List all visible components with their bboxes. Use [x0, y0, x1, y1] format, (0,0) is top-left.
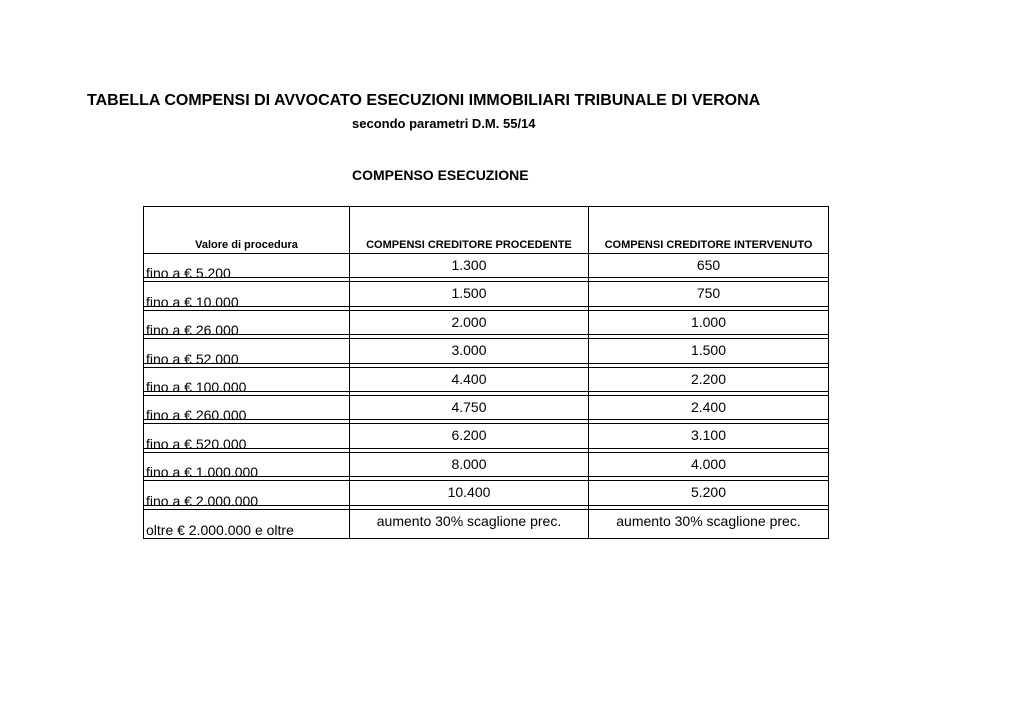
table-row: [144, 510, 828, 538]
document-subtitle: secondo parametri D.M. 55/14: [352, 116, 536, 131]
intervenuto-cell: 3.100: [690, 427, 727, 444]
document-title: TABELLA COMPENSI DI AVVOCATO ESECUZIONI IMMOBILIARI TRIBUNALE DI VERONA: [87, 92, 761, 109]
table-row: [144, 254, 828, 282]
header-cell-procedente: COMPENSI CREDITORE PROCEDENTE: [350, 207, 589, 253]
value-cell: fino a € 10.000: [144, 282, 350, 309]
intervenuto-cell: 4.000: [690, 455, 727, 472]
procedente-cell: 1.300: [350, 254, 589, 281]
procedente-cell: 1.500: [350, 282, 589, 309]
value-cell: oltre € 2.000.000 e oltre: [144, 510, 350, 538]
procedente-cell: 2.000: [350, 311, 589, 338]
intervenuto-cell: 1.500: [690, 342, 727, 359]
procedente-cell: 3.000: [350, 339, 589, 366]
table-row: [144, 424, 828, 452]
value-cell: fino a € 1.000.000: [144, 453, 350, 480]
intervenuto-cell: 1.000: [690, 313, 727, 330]
intervenuto-cell: 5.200: [690, 484, 727, 501]
procedente-cell: 6.200: [350, 424, 589, 451]
table-row: [144, 339, 828, 367]
procedente-cell: 8.000: [350, 453, 589, 480]
value-cell: fino a € 2.000.000: [144, 481, 350, 508]
header-cell-value: Valore di procedura: [144, 207, 350, 253]
procedente-cell: 10.400: [350, 481, 589, 508]
header-cell-intervenuto: COMPENSI CREDITORE INTERVENUTO: [604, 239, 813, 251]
section-heading: COMPENSO ESECUZIONE: [352, 167, 529, 183]
value-cell: fino a € 260.000: [144, 396, 350, 423]
table-row: [144, 368, 828, 396]
procedente-cell: 4.750: [350, 396, 589, 423]
table-row: [144, 282, 828, 310]
value-cell: fino a € 100.000: [144, 368, 350, 395]
value-cell: fino a € 5.200: [144, 254, 350, 281]
table-row: [144, 481, 828, 509]
value-cell: fino a € 52.000: [144, 339, 350, 366]
intervenuto-cell: 750: [696, 285, 721, 302]
table-row: [144, 453, 828, 481]
intervenuto-cell: aumento 30% scaglione prec.: [616, 512, 801, 529]
table-header-row: [144, 207, 828, 254]
procedente-cell: 4.400: [350, 368, 589, 395]
intervenuto-cell: 650: [696, 257, 721, 273]
value-cell: fino a € 520.000: [144, 424, 350, 451]
value-cell: fino a € 26.000: [144, 311, 350, 338]
procedente-cell: aumento 30% scaglione prec.: [350, 510, 589, 538]
intervenuto-cell: 2.400: [690, 398, 727, 415]
table-row: [144, 396, 828, 424]
intervenuto-cell: 2.200: [690, 370, 727, 387]
table-row: [144, 311, 828, 339]
fee-table: [143, 206, 829, 539]
